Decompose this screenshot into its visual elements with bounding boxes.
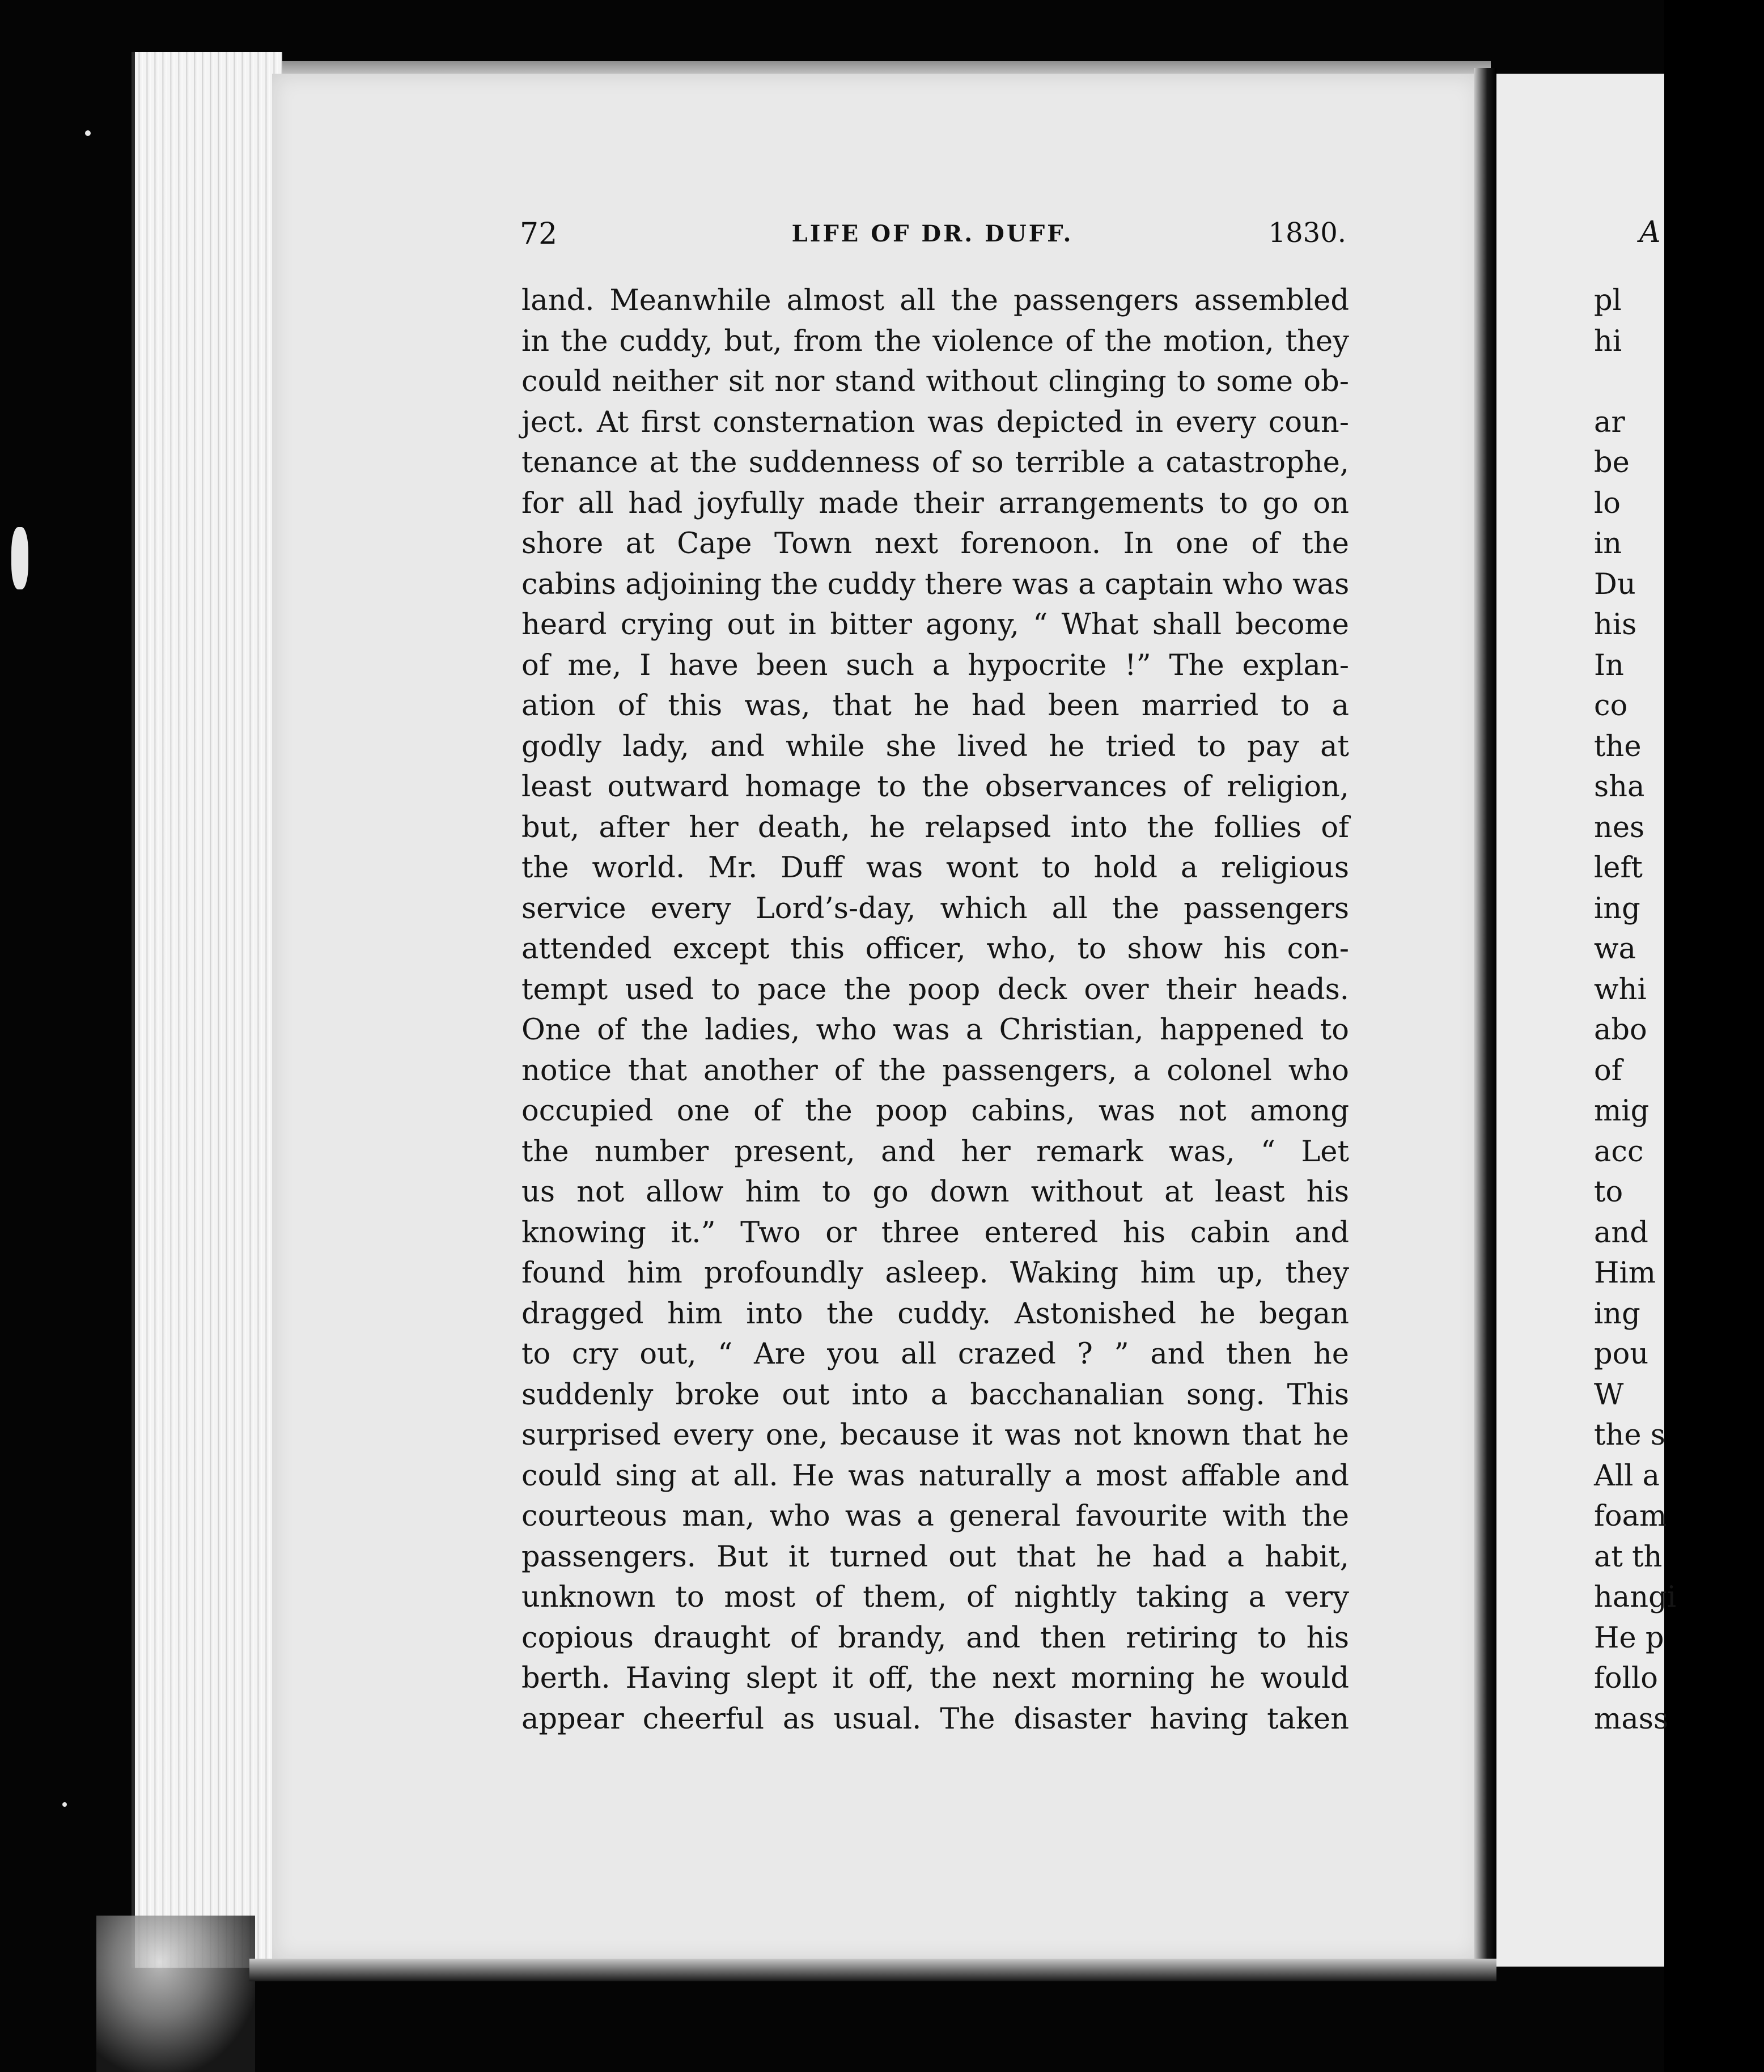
- facing-text-fragment: his: [1594, 608, 1637, 642]
- text-line: occupied one of the poop cabins, was not among: [521, 1094, 1349, 1128]
- facing-text-fragment: mig: [1594, 1094, 1649, 1128]
- facing-text-fragment: the s: [1594, 1419, 1665, 1452]
- running-title: LIFE OF DR. DUFF.: [791, 220, 1074, 247]
- facing-text-fragment: ar: [1594, 405, 1625, 439]
- text-line: passengers. But it turned out that he had a habit,: [521, 1540, 1349, 1574]
- facing-text-fragment: lo: [1594, 486, 1621, 520]
- text-line: could sing at all. He was naturally a most affable and: [521, 1459, 1349, 1493]
- facing-text-fragment: All a: [1594, 1459, 1660, 1493]
- text-line: of me, I have been such a hypocrite !” The explan-: [521, 648, 1349, 682]
- facing-text-fragment: W: [1594, 1378, 1624, 1412]
- text-line: One of the ladies, who was a Christian, happened to: [521, 1013, 1349, 1047]
- facing-text-fragment: whi: [1594, 973, 1647, 1007]
- text-line: godly lady, and while she lived he tried to pay at: [521, 729, 1349, 763]
- facing-text-fragment: the: [1594, 729, 1642, 763]
- scan-speck: [62, 1802, 67, 1807]
- facing-text-fragment: co: [1594, 689, 1628, 723]
- text-line: appear cheerful as usual. The disaster having taken: [521, 1702, 1349, 1736]
- text-line: copious draught of brandy, and then retiring to his: [521, 1621, 1349, 1655]
- text-line: suddenly broke out into a bacchanalian song. This: [521, 1378, 1349, 1412]
- text-line: land. Meanwhile almost all the passengers assembled: [521, 284, 1349, 317]
- scan-speck: [85, 130, 91, 136]
- text-line: found him profoundly asleep. Waking him up, they: [521, 1256, 1349, 1290]
- text-line: shore at Cape Town next forenoon. In one of the: [521, 527, 1349, 561]
- text-line: in the cuddy, but, from the violence of the motion, they: [521, 324, 1349, 358]
- facing-text-fragment: at th: [1594, 1540, 1663, 1574]
- facing-text-fragment: mass: [1594, 1702, 1669, 1736]
- book-gutter: [1474, 68, 1496, 1967]
- text-line: us not allow him to go down without at least his: [521, 1175, 1349, 1209]
- facing-page-head-fragment: A: [1639, 215, 1661, 249]
- text-line: the number present, and her remark was, “ Let: [521, 1135, 1349, 1169]
- facing-text-fragment: In: [1594, 648, 1624, 682]
- running-head: [513, 217, 1352, 257]
- text-line: notice that another of the passengers, a colonel who: [521, 1054, 1349, 1088]
- facing-text-fragment: and: [1594, 1216, 1648, 1250]
- facing-text-fragment: hangi: [1594, 1581, 1677, 1614]
- text-line: but, after her death, he relapsed into the follies of: [521, 810, 1349, 844]
- facing-text-fragment: wa: [1594, 932, 1636, 966]
- text-line: courteous man, who was a general favourite with the: [521, 1500, 1349, 1533]
- text-line: service every Lord’s-day, which all the passengers: [521, 891, 1349, 925]
- text-line: tempt used to pace the poop deck over their heads.: [521, 973, 1349, 1007]
- text-line: ject. At first consternation was depicted in every coun-: [521, 405, 1349, 439]
- facing-text-fragment: pl: [1594, 284, 1622, 317]
- facing-text-fragment: ing: [1594, 1297, 1640, 1331]
- page-edges: [132, 52, 282, 1968]
- text-line: berth. Having slept it off, the next morning he would: [521, 1662, 1349, 1695]
- text-line: knowing it.” Two or three entered his cabin and: [521, 1216, 1349, 1250]
- facing-text-fragment: sha: [1594, 770, 1645, 804]
- facing-text-fragment: ing: [1594, 891, 1640, 925]
- page-number: 72: [520, 217, 558, 251]
- text-line: cabins adjoining the cuddy there was a captain who was: [521, 567, 1350, 601]
- facing-text-fragment: He p: [1594, 1621, 1664, 1655]
- facing-text-fragment: foam: [1594, 1500, 1667, 1533]
- text-line: surprised every one, because it was not known that he: [521, 1419, 1349, 1452]
- facing-text-fragment: [1594, 362, 1764, 402]
- text-line: least outward homage to the observances of religion,: [521, 770, 1349, 804]
- text-line: for all had joyfully made their arrangements to go on: [521, 486, 1349, 520]
- text-line: the world. Mr. Duff was wont to hold a religious: [521, 851, 1349, 885]
- facing-text-fragment: hi: [1594, 324, 1622, 358]
- facing-text-fragment: pou: [1594, 1338, 1649, 1371]
- text-line: tenance at the suddenness of so terrible a catastrophe,: [521, 446, 1349, 479]
- scan-speck: [11, 527, 28, 589]
- facing-text-fragment: nes: [1594, 810, 1645, 844]
- page-bottom-edge: [249, 1959, 1496, 1981]
- text-line: ation of this was, that he had been married to a: [521, 689, 1349, 723]
- running-year: 1830.: [1268, 217, 1346, 249]
- facing-page-text: [1594, 281, 1764, 1739]
- facing-text-fragment: abo: [1594, 1013, 1647, 1047]
- facing-text-fragment: Du: [1594, 567, 1636, 601]
- facing-text-fragment: of: [1594, 1054, 1622, 1088]
- facing-text-fragment: acc: [1594, 1135, 1644, 1169]
- text-line: attended except this officer, who, to show his con-: [521, 932, 1349, 966]
- worn-corner: [96, 1916, 255, 2072]
- body-text: [521, 281, 1349, 1739]
- facing-text-fragment: left: [1594, 851, 1643, 885]
- text-line: dragged him into the cuddy. Astonished he began: [521, 1297, 1349, 1331]
- facing-text-fragment: in: [1594, 527, 1622, 561]
- facing-text-fragment: to: [1594, 1175, 1623, 1209]
- text-line: could neither sit nor stand without clinging to some ob-: [521, 365, 1349, 398]
- text-line: to cry out, “ Are you all crazed ? ” and then he: [521, 1338, 1349, 1371]
- facing-text-fragment: Him: [1594, 1256, 1656, 1290]
- facing-text-fragment: follo: [1594, 1662, 1658, 1695]
- text-line: unknown to most of them, of nightly taking a very: [521, 1581, 1349, 1614]
- facing-text-fragment: be: [1594, 446, 1630, 479]
- text-line: heard crying out in bitter agony, “ What shall become: [521, 608, 1349, 642]
